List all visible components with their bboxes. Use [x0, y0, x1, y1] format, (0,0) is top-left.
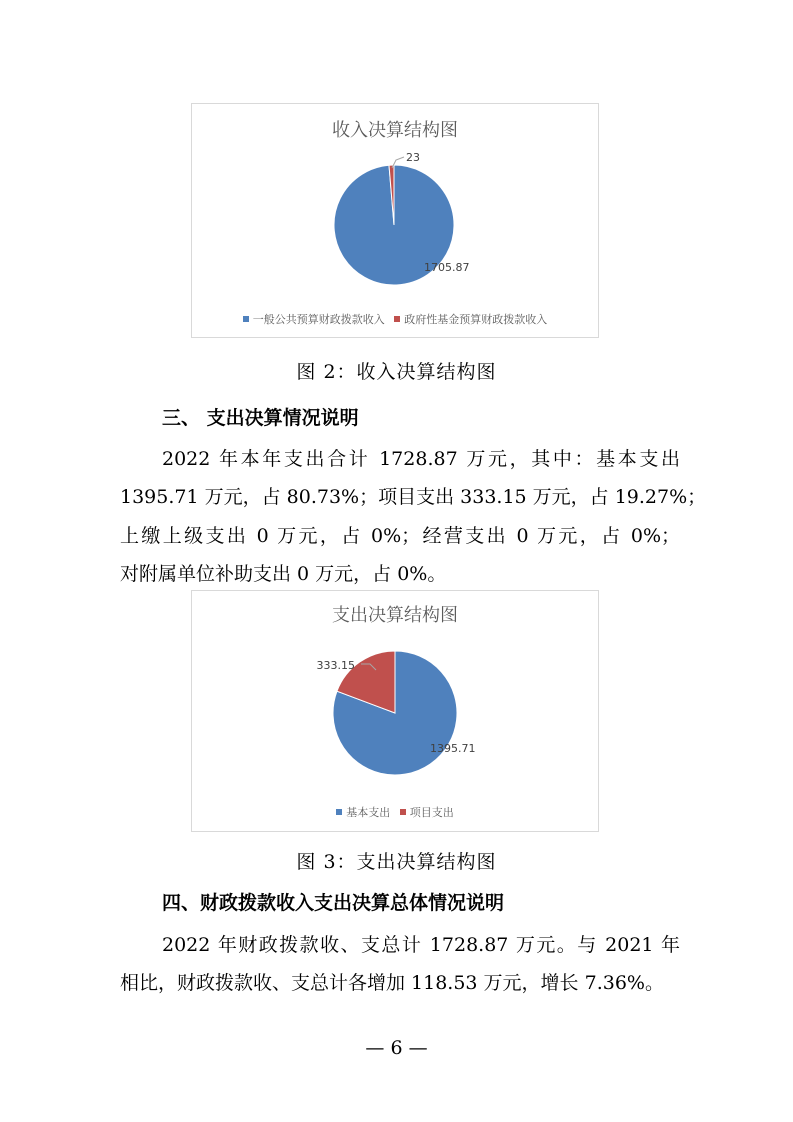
legend-swatch-blue [243, 316, 249, 322]
income-pie-chart [191, 103, 599, 338]
paragraph-line: 1395.71 万元，占 80.73%；项目支出 333.15 万元，占 19.27%； [120, 486, 707, 508]
paragraph-line: 对附属单位补助支出 0 万元，占 0%。 [120, 563, 447, 585]
chart-title: 支出决算结构图 [332, 605, 458, 626]
pie-plot-area [192, 104, 598, 337]
legend-item [394, 311, 547, 327]
paragraph-line: 上缴上级支出 0 万元，占 0%；经营支出 0 万元，占 0%； [120, 525, 680, 547]
chart-legend [192, 311, 598, 327]
section-heading: 四、财政拨款收入支出决算总体情况说明 [162, 892, 505, 914]
legend-label: 基本支出 [346, 806, 391, 819]
page-number: — 6 — [365, 1037, 428, 1059]
legend-swatch-red [394, 316, 400, 322]
legend-item [336, 804, 390, 820]
section-heading: 三、 支出决算情况说明 [162, 407, 359, 429]
legend-label: 政府性基金预算财政拨款收入 [404, 313, 548, 326]
chart-title: 收入决算结构图 [332, 120, 458, 141]
data-label: 23 [406, 151, 420, 164]
expenditure-pie-chart [191, 590, 599, 832]
legend-item [400, 804, 454, 820]
paragraph-line: 2022 年财政拨款收、支总计 1728.87 万元。与 2021 年 [162, 934, 680, 956]
data-label: 1395.71 [430, 742, 476, 755]
pie-plot-area [192, 591, 598, 831]
data-label: 1705.87 [424, 261, 470, 274]
legend-label: 项目支出 [409, 806, 454, 819]
paragraph-line: 2022 年本年支出合计 1728.87 万元，其中：基本支出 [162, 448, 680, 470]
legend-swatch-blue [336, 809, 342, 815]
paragraph-line: 相比，财政拨款收、支总计各增加 118.53 万元，增长 7.36%。 [120, 972, 664, 994]
legend-swatch-red [400, 809, 406, 815]
data-label: 333.15 [316, 659, 355, 672]
figure-caption: 图 3：支出决算结构图 [296, 851, 497, 873]
legend-label: 一般公共预算财政拨款收入 [252, 313, 385, 326]
legend-item [243, 311, 385, 327]
figure-caption: 图 2：收入决算结构图 [296, 361, 497, 383]
chart-legend [192, 804, 598, 820]
